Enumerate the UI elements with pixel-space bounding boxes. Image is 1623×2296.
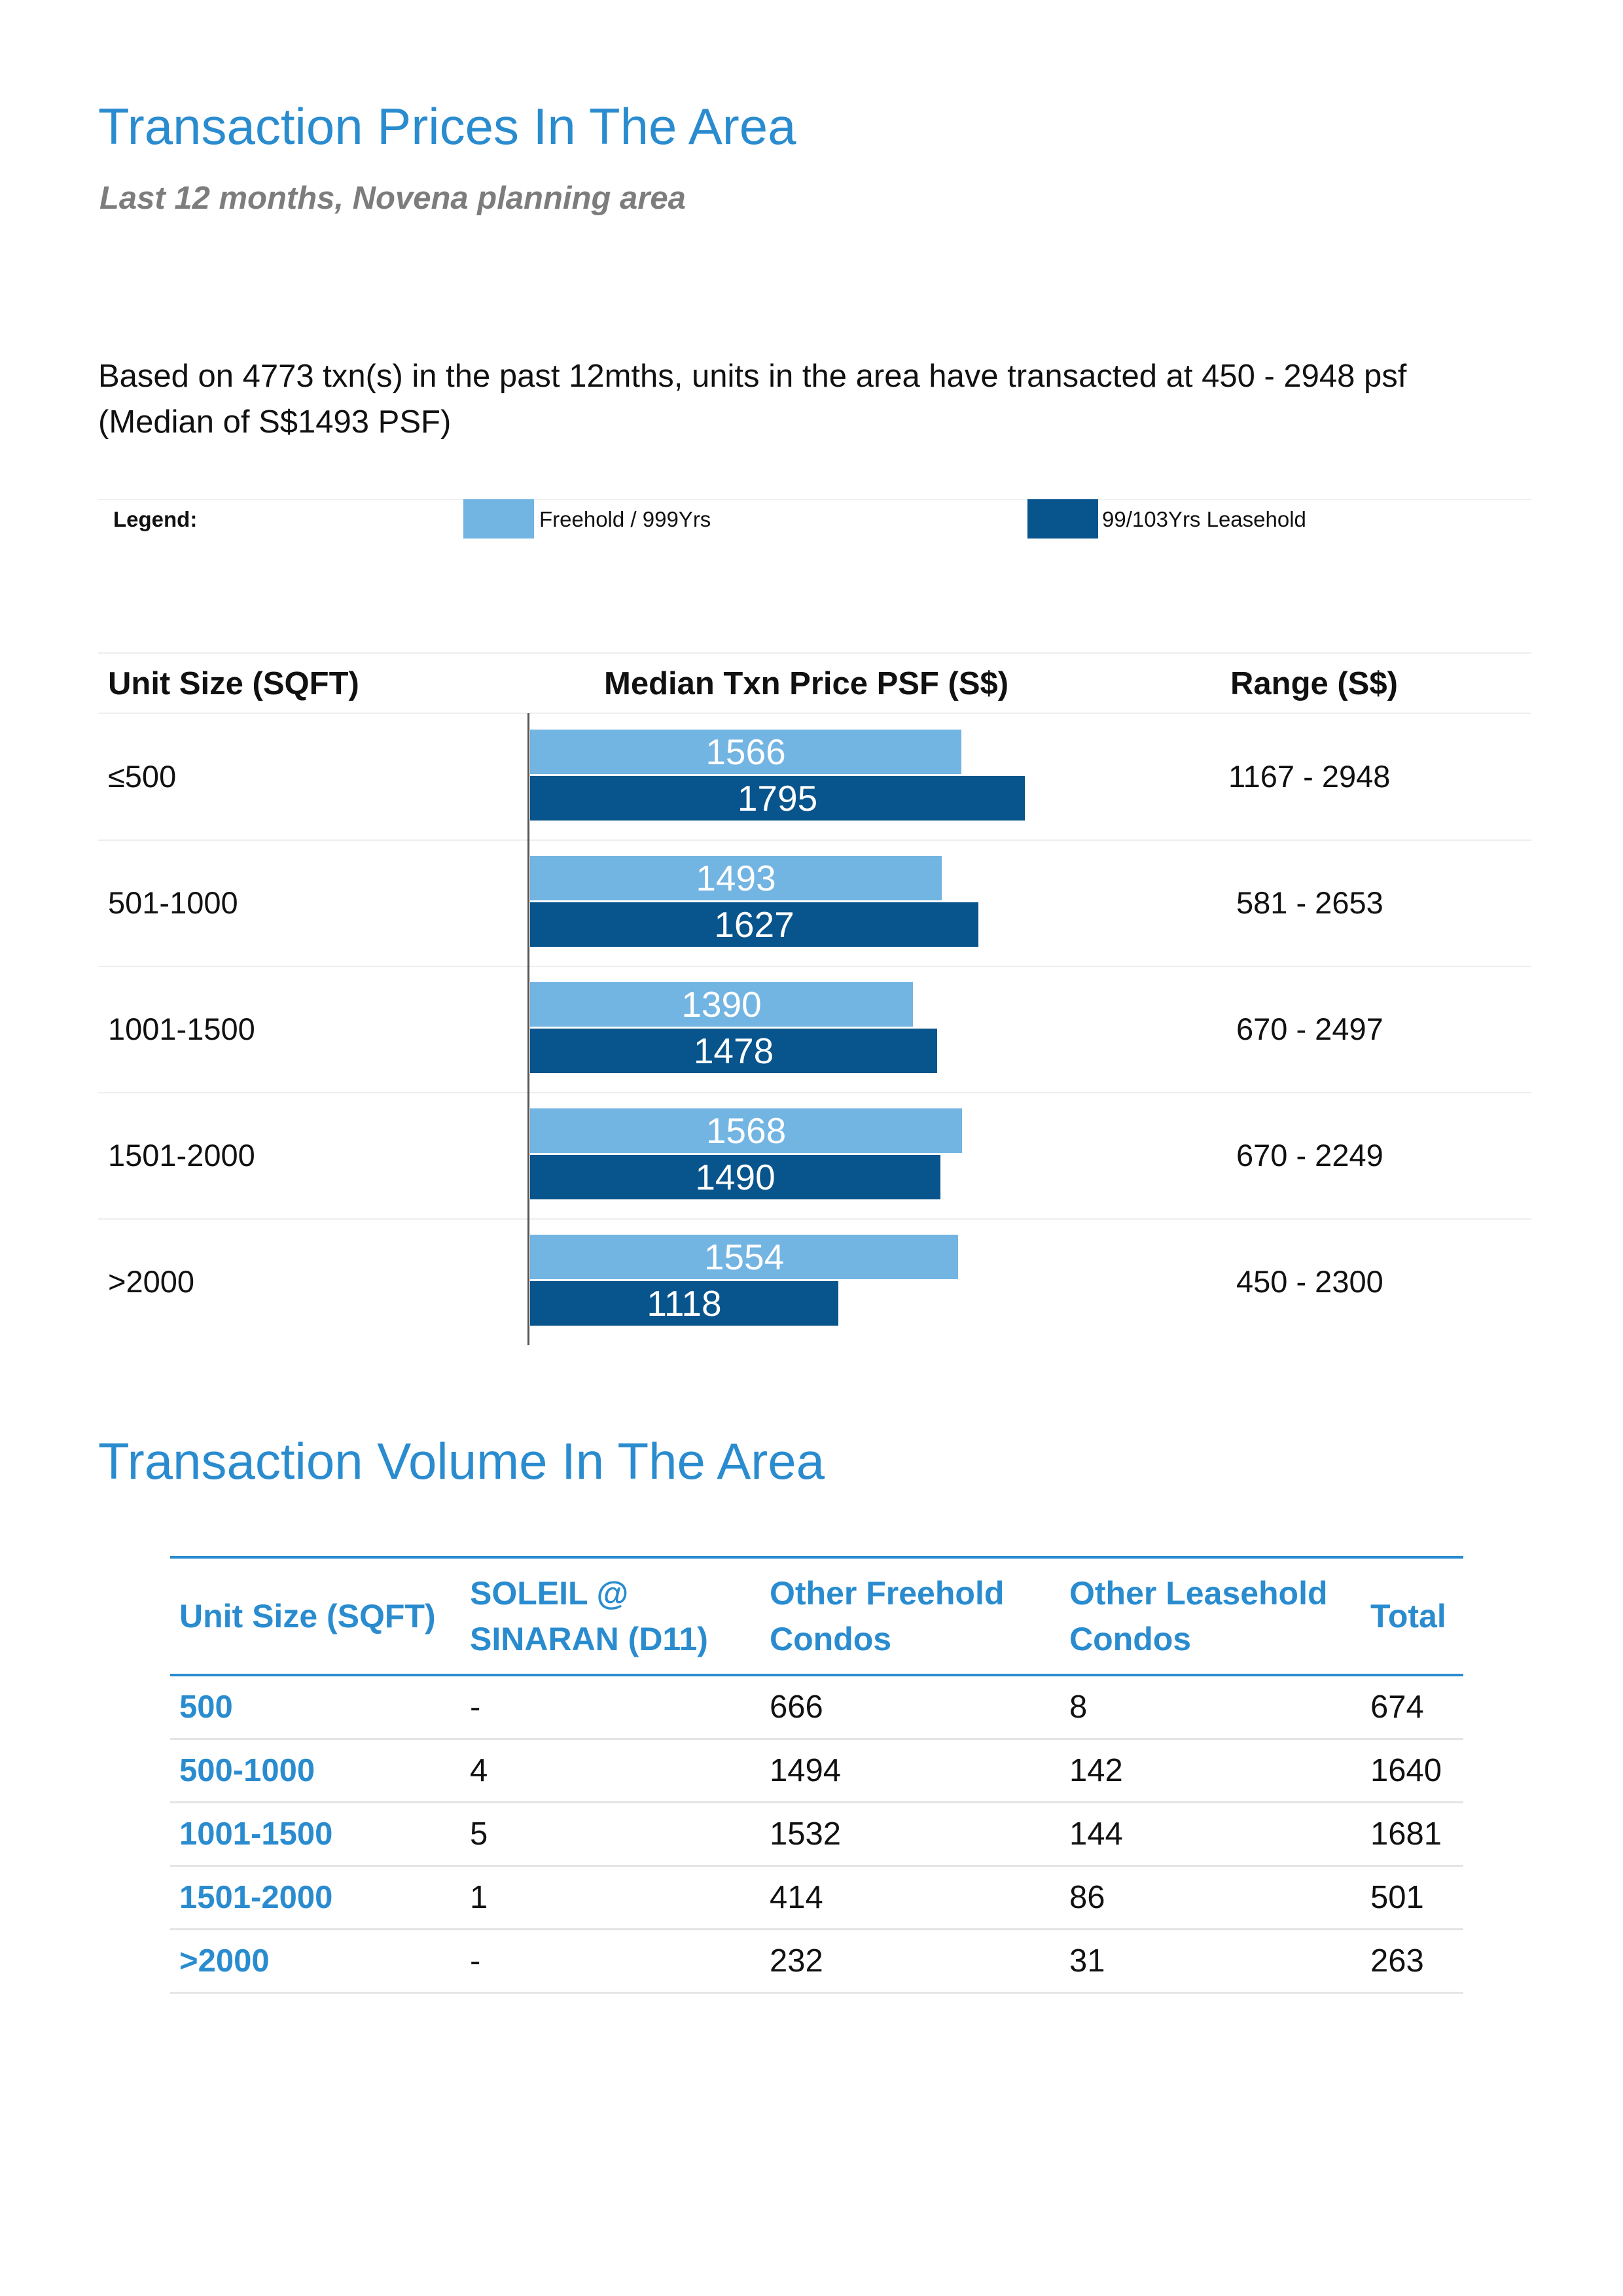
price-row-unit-size: ≤500	[108, 759, 177, 794]
price-section-subtitle: Last 12 months, Novena planning area	[99, 181, 686, 216]
price-row-range: 670 - 2497	[1236, 1012, 1383, 1046]
price-row-unit-size: 501-1000	[108, 885, 238, 920]
volume-soleil: 5	[461, 1803, 760, 1866]
bar-label-freehold: 1568	[705, 1110, 787, 1151]
price-row-unit-size: >2000	[108, 1264, 195, 1299]
volume-total: 501	[1361, 1866, 1463, 1930]
volume-unit-size: 1501-2000	[170, 1866, 461, 1930]
legend-swatch-freehold	[463, 499, 534, 539]
bar-freehold	[530, 1108, 962, 1153]
volume-total: 263	[1361, 1930, 1463, 1993]
volume-col-total: Total	[1361, 1557, 1463, 1675]
volume-table	[170, 1556, 1463, 1994]
chart-axis	[527, 713, 529, 1345]
price-row-divider	[98, 1218, 1531, 1220]
table-row	[170, 1866, 1463, 1930]
price-row-divider	[98, 839, 1531, 841]
legend	[98, 499, 1531, 539]
volume-other-leasehold: 86	[1060, 1866, 1361, 1930]
bar-freehold	[530, 856, 942, 900]
volume-col-soleil: SOLEIL @ SINARAN (D11)	[461, 1557, 760, 1675]
price-row-unit-size: 1501-2000	[108, 1138, 255, 1173]
bar-leasehold	[530, 1029, 937, 1073]
price-row-divider	[98, 966, 1531, 967]
price-row-range: 450 - 2300	[1236, 1264, 1383, 1299]
volume-unit-size: 500	[170, 1675, 461, 1739]
table-row	[170, 1675, 1463, 1739]
volume-soleil: 1	[461, 1866, 760, 1930]
price-col-unit-size: Unit Size (SQFT)	[108, 666, 359, 701]
bar-label-leasehold: 1490	[695, 1157, 776, 1197]
bar-freehold	[530, 982, 913, 1027]
table-row	[170, 1930, 1463, 1993]
volume-col-unit-size: Unit Size (SQFT)	[170, 1557, 461, 1675]
volume-total: 674	[1361, 1675, 1463, 1739]
price-row-range: 670 - 2249	[1236, 1138, 1383, 1173]
volume-other-leasehold: 31	[1060, 1930, 1361, 1993]
volume-soleil: -	[461, 1930, 760, 1993]
legend-text-leasehold: 99/103Yrs Leasehold	[1102, 507, 1306, 531]
bar-label-freehold: 1493	[696, 858, 776, 898]
volume-soleil: 4	[461, 1739, 760, 1803]
volume-other-freehold: 666	[760, 1675, 1060, 1739]
volume-soleil: -	[461, 1675, 760, 1739]
volume-total: 1681	[1361, 1803, 1463, 1866]
summary-line-1: Based on 4773 txn(s) in the past 12mths, units in the area have transacted at 450 - 2948 psf	[98, 359, 1407, 394]
price-row-range: 581 - 2653	[1236, 885, 1383, 920]
volume-other-freehold: 414	[760, 1866, 1060, 1930]
bar-leasehold	[530, 1155, 940, 1199]
price-table-top-line	[98, 652, 1531, 654]
price-col-range: Range (S$)	[1230, 666, 1398, 701]
legend-text-freehold: Freehold / 999Yrs	[539, 507, 711, 531]
volume-unit-size: 500-1000	[170, 1739, 461, 1803]
price-summary	[98, 353, 1564, 445]
volume-table-header	[170, 1557, 1463, 1675]
bar-label-freehold: 1566	[705, 732, 786, 772]
bar-label-leasehold: 1627	[714, 904, 794, 945]
volume-other-freehold: 232	[760, 1930, 1060, 1993]
bar-leasehold	[530, 902, 978, 947]
bar-label-freehold: 1390	[681, 984, 762, 1025]
table-row	[170, 1803, 1463, 1866]
legend-swatch-leasehold	[1027, 499, 1098, 539]
volume-other-leasehold: 8	[1060, 1675, 1361, 1739]
volume-unit-size: 1001-1500	[170, 1803, 461, 1866]
bar-freehold	[530, 1235, 958, 1279]
bar-label-leasehold: 1118	[647, 1283, 722, 1324]
bar-label-leasehold: 1478	[693, 1031, 774, 1071]
price-table-header-line	[98, 713, 1531, 714]
volume-other-freehold: 1532	[760, 1803, 1060, 1866]
price-row-range: 1167 - 2948	[1228, 759, 1391, 794]
summary-line-2: (Median of S$1493 PSF)	[98, 404, 452, 440]
volume-section-title: Transaction Volume In The Area	[98, 1432, 825, 1490]
bar-leasehold	[530, 1281, 838, 1326]
volume-other-leasehold: 144	[1060, 1803, 1361, 1866]
bar-leasehold	[530, 776, 1025, 821]
volume-total: 1640	[1361, 1739, 1463, 1803]
bar-freehold	[530, 730, 961, 774]
price-row-unit-size: 1001-1500	[108, 1012, 255, 1046]
bar-label-freehold: 1554	[704, 1237, 785, 1277]
volume-other-freehold: 1494	[760, 1739, 1060, 1803]
price-section-title: Transaction Prices In The Area	[98, 97, 796, 155]
bar-label-leasehold: 1795	[737, 778, 818, 819]
volume-unit-size: >2000	[170, 1930, 461, 1993]
volume-other-leasehold: 142	[1060, 1739, 1361, 1803]
table-row	[170, 1739, 1463, 1803]
legend-label: Legend:	[113, 507, 198, 531]
volume-col-other-freehold: Other Freehold Condos	[760, 1557, 1060, 1675]
price-row-divider	[98, 1092, 1531, 1093]
price-col-median: Median Txn Price PSF (S$)	[604, 666, 1009, 701]
volume-col-other-leasehold: Other Leasehold Condos	[1060, 1557, 1361, 1675]
